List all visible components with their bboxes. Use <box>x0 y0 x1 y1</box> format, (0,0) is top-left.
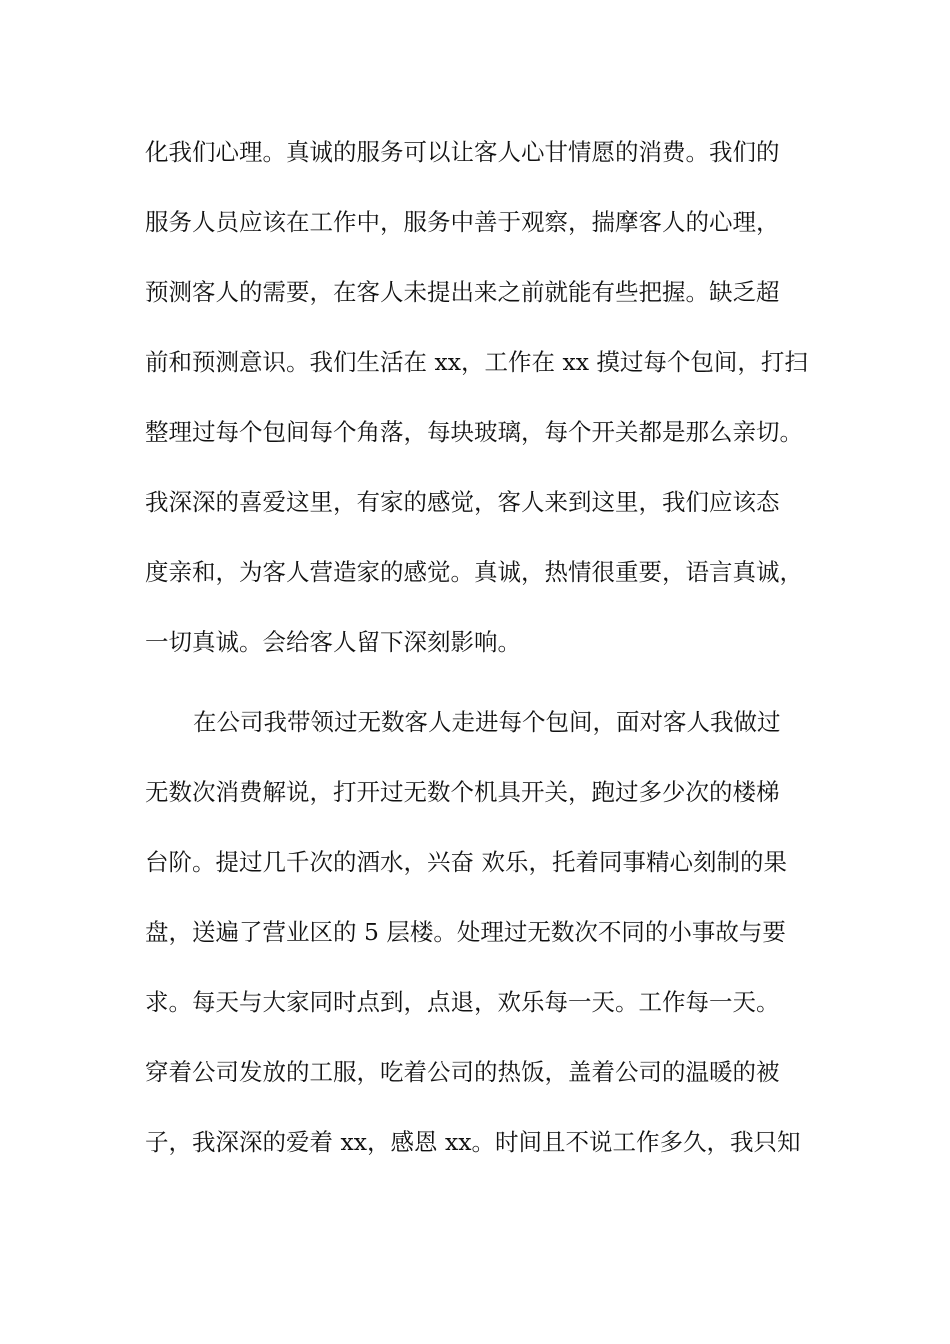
text-line: 无数次消费解说，打开过无数个机具开关，跑过多少次的楼梯 <box>145 778 780 806</box>
text-line: 求。每天与大家同时点到，点退，欢乐每一天。工作每一天。 <box>145 988 780 1016</box>
text-line: 整理过每个包间每个角落，每块玻璃，每个开关都是那么亲切。 <box>145 418 803 446</box>
text-line: 子，我深深的爱着 xx，感恩 xx。时间且不说工作多久，我只知 <box>145 1128 801 1156</box>
text-line: 一切真诚。会给客人留下深刻影响。 <box>145 628 521 656</box>
text-line: 穿着公司发放的工服，吃着公司的热饭，盖着公司的温暖的被 <box>145 1058 780 1086</box>
text-line: 服务人员应该在工作中，服务中善于观察，揣摩客人的心理， <box>145 208 780 236</box>
text-line: 预测客人的需要，在客人未提出来之前就能有些把握。缺乏超 <box>145 278 780 306</box>
text-line: 台阶。提过几千次的酒水，兴奋 欢乐，托着同事精心刻制的果 <box>145 848 787 876</box>
text-line: 我深深的喜爱这里，有家的感觉，客人来到这里，我们应该态 <box>145 488 780 516</box>
paragraph-first-line: 在公司我带领过无数客人走进每个包间，面对客人我做过 <box>193 708 781 736</box>
text-line: 度亲和，为客人营造家的感觉。真诚，热情很重要，语言真诚， <box>145 558 803 586</box>
text-line: 盘，送遍了营业区的 5 层楼。处理过无数次不同的小事故与要 <box>145 918 786 946</box>
text-line: 化我们心理。真诚的服务可以让客人心甘情愿的消费。我们的 <box>145 138 780 166</box>
text-line: 前和预测意识。我们生活在 xx，工作在 xx 摸过每个包间，打扫 <box>145 348 808 376</box>
